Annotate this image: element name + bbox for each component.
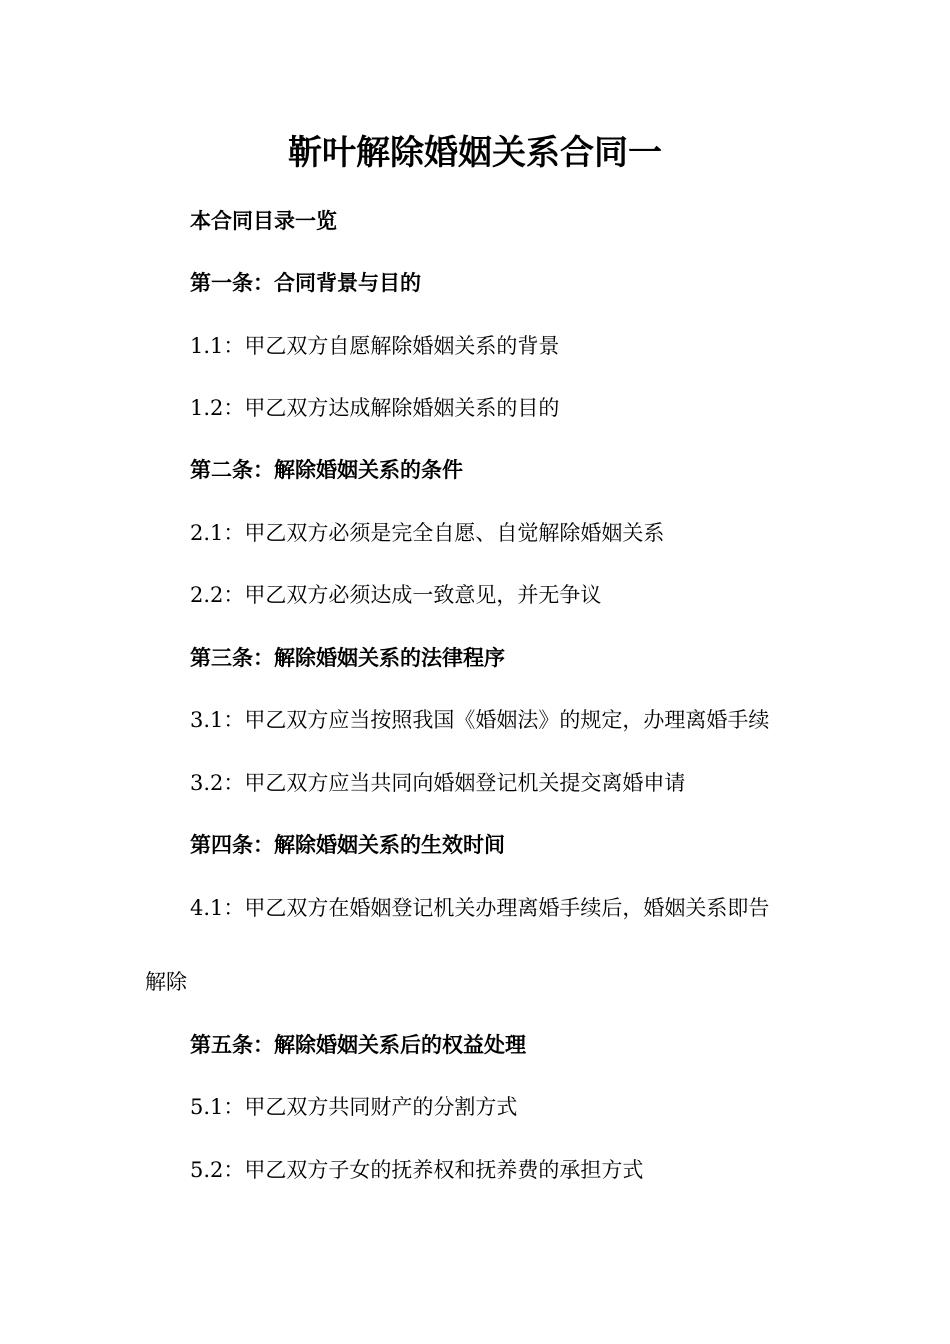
article-3-heading: 第三条：解除婚姻关系的法律程序 [190, 646, 505, 670]
article-2-heading: 第二条：解除婚姻关系的条件 [190, 458, 463, 482]
article-4-heading: 第四条：解除婚姻关系的生效时间 [190, 833, 505, 857]
article-5-heading: 第五条：解除婚姻关系后的权益处理 [190, 1033, 526, 1057]
clause-4-1-continuation: 解除 [145, 970, 187, 994]
clause-1-1: 1.1：甲乙双方自愿解除婚姻关系的背景 [190, 334, 560, 358]
clause-5-1: 5.1：甲乙双方共同财产的分割方式 [190, 1095, 518, 1119]
clause-3-2: 3.2：甲乙双方应当共同向婚姻登记机关提交离婚申请 [190, 771, 686, 795]
clause-4-1: 4.1：甲乙双方在婚姻登记机关办理离婚手续后，婚姻关系即告 [190, 896, 770, 920]
document-title: 靳叶解除婚姻关系合同一 [288, 133, 662, 173]
clause-2-2: 2.2：甲乙双方必须达成一致意见，并无争议 [190, 583, 602, 607]
article-1-heading: 第一条：合同背景与目的 [190, 271, 421, 295]
clause-1-2: 1.2：甲乙双方达成解除婚姻关系的目的 [190, 396, 560, 420]
clause-5-2: 5.2：甲乙双方子女的抚养权和抚养费的承担方式 [190, 1158, 644, 1182]
clause-3-1: 3.1：甲乙双方应当按照我国《婚姻法》的规定，办理离婚手续 [190, 708, 770, 732]
clause-2-1: 2.1：甲乙双方必须是完全自愿、自觉解除婚姻关系 [190, 521, 665, 545]
toc-heading: 本合同目录一览 [190, 209, 337, 233]
